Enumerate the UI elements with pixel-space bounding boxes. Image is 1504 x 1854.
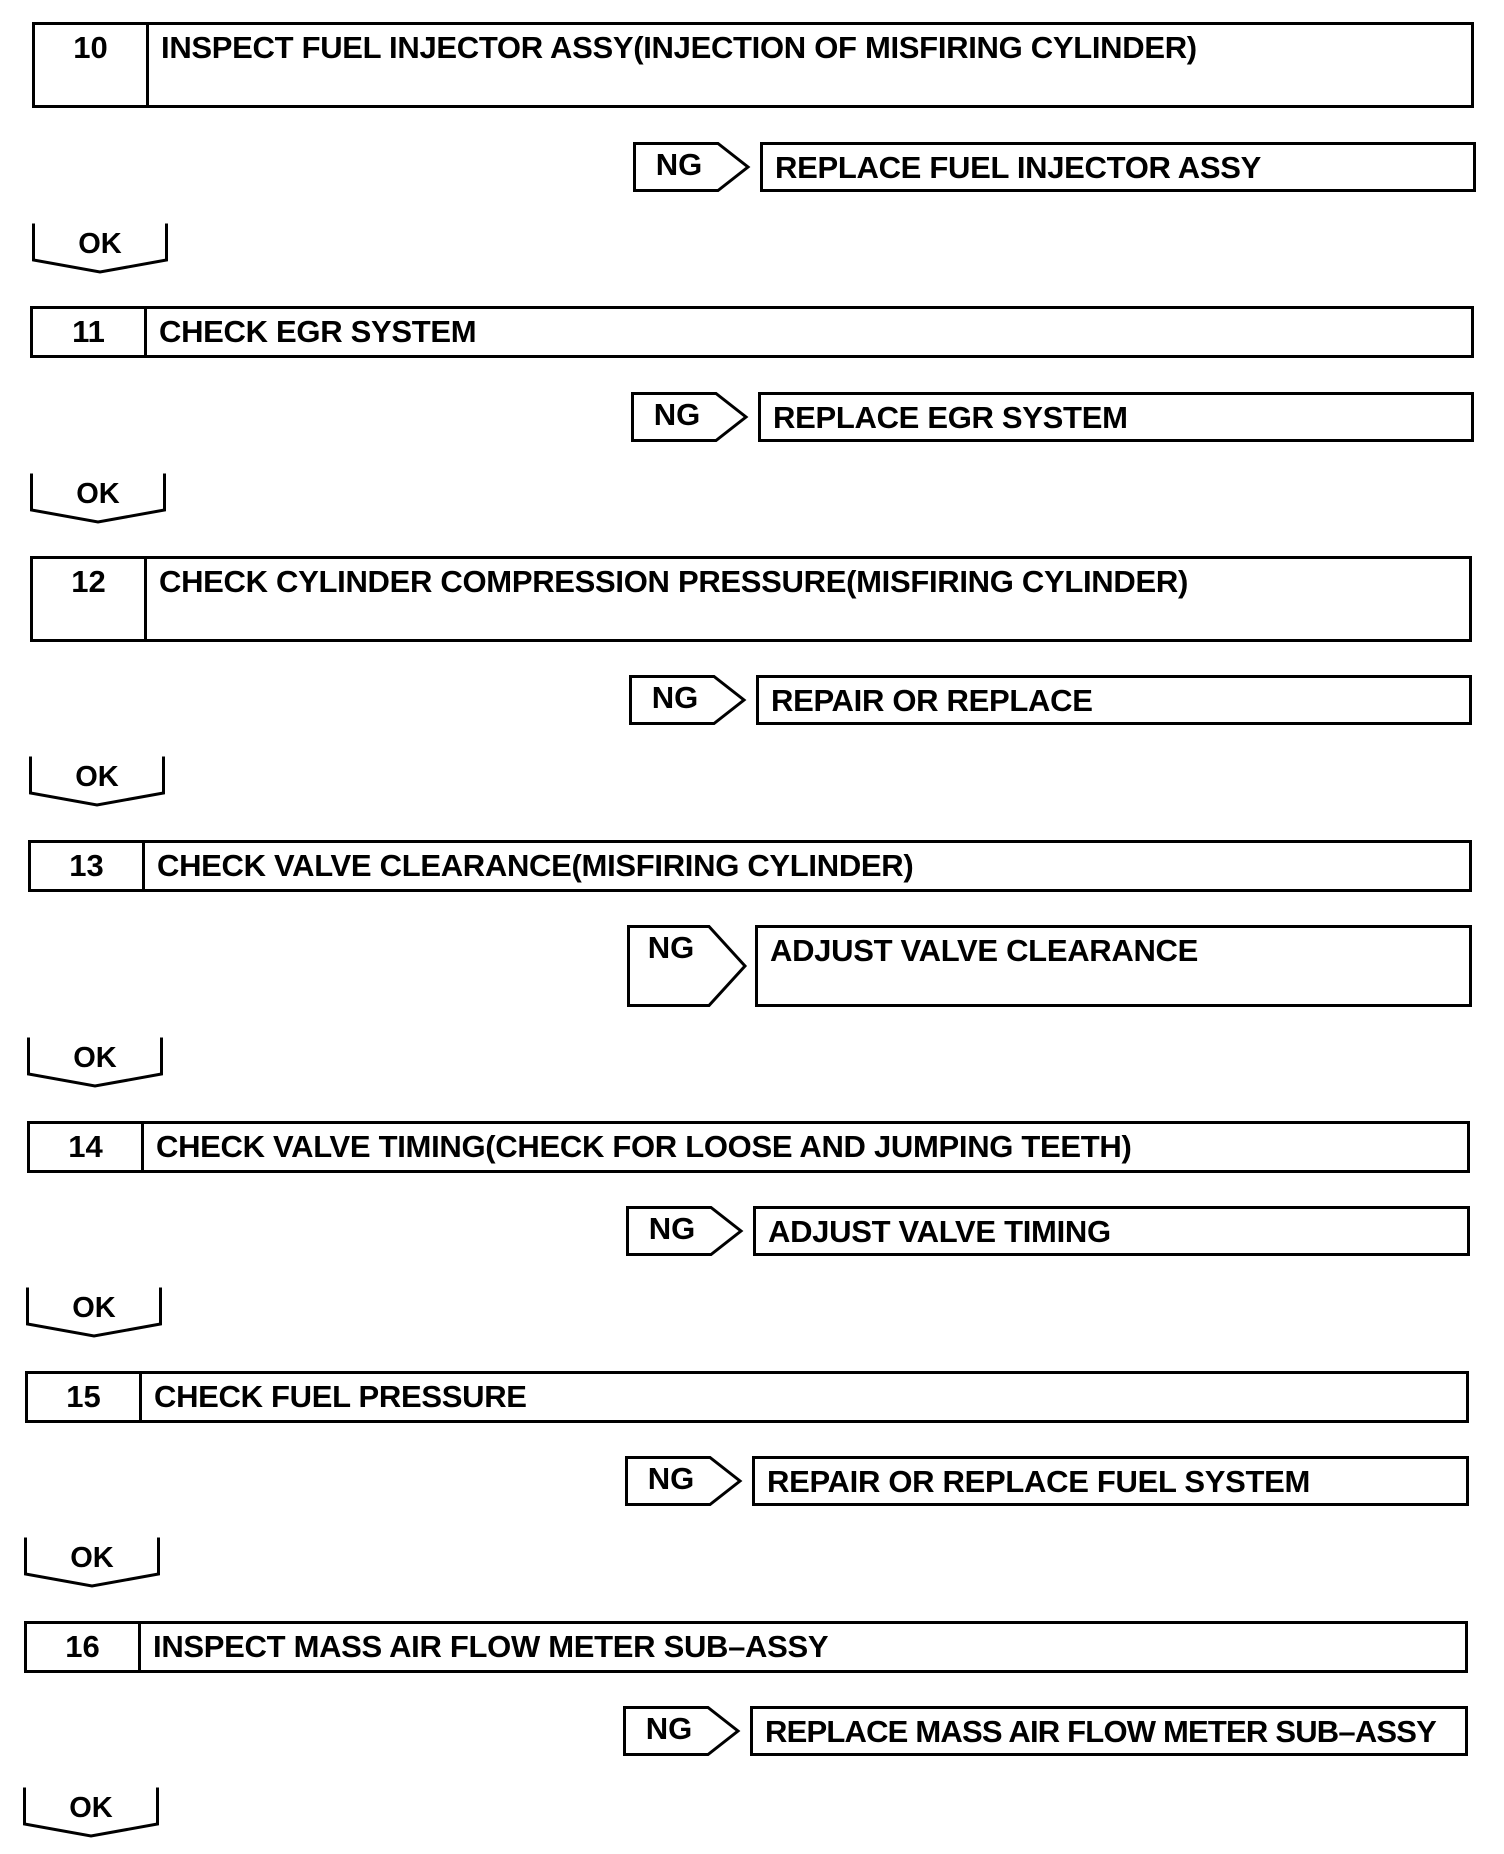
step-12-box xyxy=(30,556,1472,642)
step-15-title: CHECK FUEL PRESSURE xyxy=(154,1379,527,1414)
step-12-ng-result: REPAIR OR REPLACE xyxy=(756,675,1472,725)
step-15-ng-result: REPAIR OR REPLACE FUEL SYSTEM xyxy=(752,1456,1469,1506)
step-16-title: INSPECT MASS AIR FLOW METER SUB–ASSY xyxy=(153,1629,829,1664)
step-12-number: 12 xyxy=(33,559,147,639)
step-10-ok-label: OK xyxy=(78,228,122,260)
step-14-ng-result: ADJUST VALVE TIMING xyxy=(753,1206,1470,1256)
step-14-ng-label: NG xyxy=(648,1211,696,1246)
step-10-ng-arrow xyxy=(633,142,755,192)
step-15-box xyxy=(25,1371,1469,1423)
step-10-ng-label: NG xyxy=(655,147,703,182)
step-12-ng-label: NG xyxy=(651,680,699,715)
step-14-ok-tag xyxy=(26,1286,162,1338)
step-10-title: INSPECT FUEL INJECTOR ASSY(INJECTION OF MISFIRING CYLINDER) xyxy=(161,30,1197,65)
step-12-ok-tag xyxy=(29,755,165,807)
step-11-box xyxy=(30,306,1474,358)
step-13-ok-tag xyxy=(27,1036,163,1088)
step-11-ok-label: OK xyxy=(76,478,120,510)
step-16-ok-label: OK xyxy=(69,1792,113,1824)
step-15-ng-arrow xyxy=(625,1456,747,1506)
step-15-ok-label: OK xyxy=(70,1542,114,1574)
step-13-title: CHECK VALVE CLEARANCE(MISFIRING CYLINDER) xyxy=(157,848,914,883)
step-14-ok-label: OK xyxy=(72,1292,116,1324)
step-16-box xyxy=(24,1621,1468,1673)
step-16-number: 16 xyxy=(27,1624,141,1670)
step-14-title: CHECK VALVE TIMING(CHECK FOR LOOSE AND JUMPING TEETH) xyxy=(156,1129,1132,1164)
step-11-ng-label: NG xyxy=(653,397,701,432)
step-10-ok-tag xyxy=(32,222,168,274)
step-11-title: CHECK EGR SYSTEM xyxy=(159,314,477,349)
step-10-number: 10 xyxy=(35,25,149,105)
step-15-ng-label: NG xyxy=(647,1461,695,1496)
step-16-ng-label: NG xyxy=(645,1711,693,1746)
step-13-box xyxy=(28,840,1472,892)
step-13-ok-label: OK xyxy=(73,1042,117,1074)
step-13-ng-result: ADJUST VALVE CLEARANCE xyxy=(755,925,1472,1007)
step-14-box xyxy=(27,1121,1470,1173)
step-12-ok-label: OK xyxy=(75,761,119,793)
step-12-ng-arrow xyxy=(629,675,751,725)
step-15-ok-tag xyxy=(24,1536,160,1588)
step-14-ng-arrow xyxy=(626,1206,748,1256)
step-13-ng-label: NG xyxy=(647,930,695,965)
step-11-ok-tag xyxy=(30,472,166,524)
step-14-number: 14 xyxy=(30,1124,144,1170)
step-16-ng-result: REPLACE MASS AIR FLOW METER SUB–ASSY xyxy=(750,1706,1468,1756)
step-16-ng-arrow xyxy=(623,1706,745,1756)
step-15-number: 15 xyxy=(28,1374,142,1420)
step-13-ng-arrow xyxy=(627,925,751,1007)
step-13-number: 13 xyxy=(31,843,145,889)
step-11-ng-result: REPLACE EGR SYSTEM xyxy=(758,392,1474,442)
step-10-ng-result: REPLACE FUEL INJECTOR ASSY xyxy=(760,142,1476,192)
step-11-ng-arrow xyxy=(631,392,753,442)
step-16-ok-tag xyxy=(23,1786,159,1838)
step-10-box xyxy=(32,22,1474,108)
step-11-number: 11 xyxy=(33,309,147,355)
step-12-title: CHECK CYLINDER COMPRESSION PRESSURE(MISFIRING CYLINDER) xyxy=(159,564,1188,599)
